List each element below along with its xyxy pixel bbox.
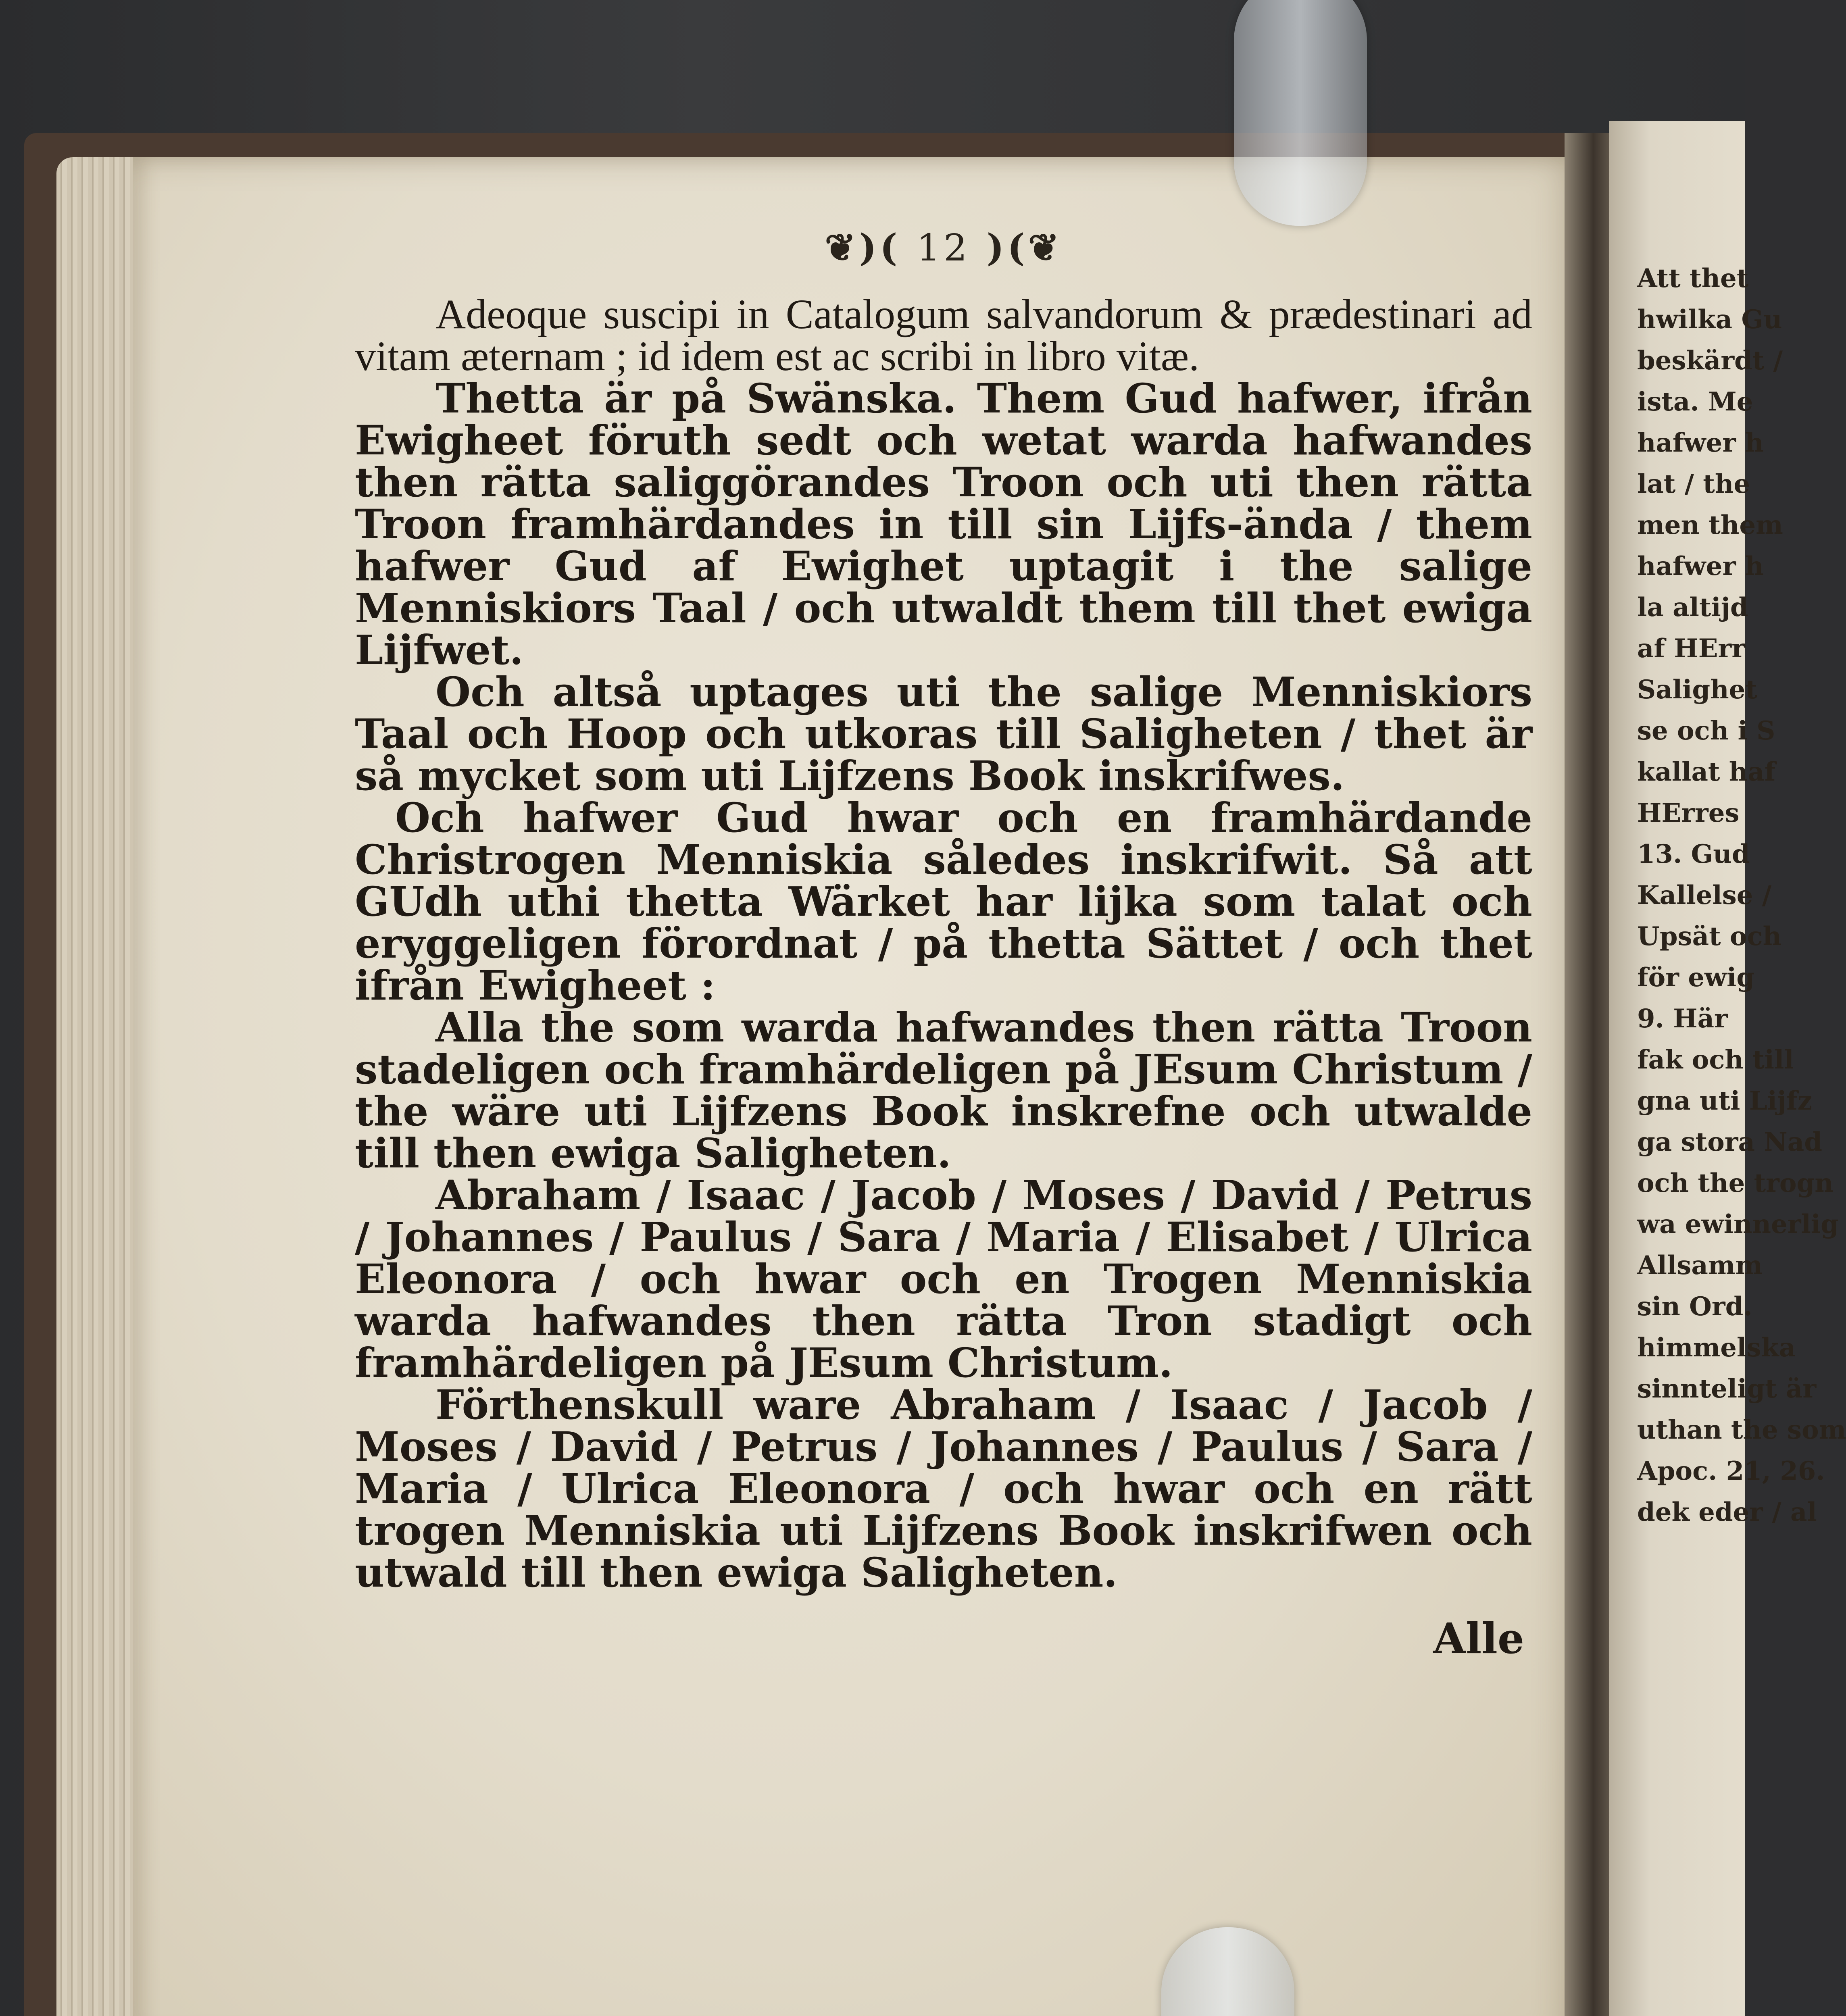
page-text xyxy=(355,226,1532,1663)
right-page-line: wa ewinnerlig xyxy=(1637,1209,1839,1239)
paragraph: Thetta är på Swänska. Them Gud hafwer, ifrån Ewigheet föruth sedt och wetat warda hafwandes then rätta saliggörandes Troon och uti then rätta Troon framhärdandes in till sin Lijfs-ända / them hafwer Gud af Ewighet uptagit i the salige Menniskiors Taal / och utwaldt them till thet ewiga Lijfwet. xyxy=(355,375,1532,674)
paragraph: Förthenskull ware Abraham / Isaac / Jacob / Moses / David / Petrus / Johannes / Paulus / Sara / Maria / Ulrica Eleonora / och hwar och en rätt trogen Menniskia uti Lijfzens Book inskrifwen och utwald till then ewiga Saligheten. xyxy=(355,1381,1532,1596)
right-page-line: hafwer h xyxy=(1637,428,1764,458)
right-page-line: sin Ord. xyxy=(1637,1291,1752,1322)
right-page-line: hafwer h xyxy=(1637,551,1764,581)
paragraph-latin: Adeoque suscipi in Catalogum salvandorum & prædestinari ad vitam æternam ; id idem est ac scribi in libro vitæ. xyxy=(355,291,1532,379)
right-page-line: 13. Gud xyxy=(1637,839,1750,869)
paragraph: Alla the som warda hafwandes then rätta Troon stadeligen och framhärdeligen på JEsum Christum / the wäre uti Lijfzens Book inskrefne och utwalde till then ewiga Saligheten. xyxy=(355,1004,1532,1177)
right-page-line: men them xyxy=(1637,510,1783,540)
right-page-line: lat / the xyxy=(1637,469,1750,499)
right-page-line: kallat haf xyxy=(1637,757,1776,787)
right-page-line: af HErr xyxy=(1637,633,1745,664)
running-header xyxy=(355,226,1532,269)
ornament-right-icon: )(❦ xyxy=(986,226,1063,269)
right-page-line: ista. Me xyxy=(1637,387,1753,417)
right-page-line: beskärdt / xyxy=(1637,346,1783,376)
paragraph: Och altså uptages uti the salige Menniskiors Taal och Hoop och utkoras till Saligheten / thet är så mycket som uti Lijfzens Book inskrifwes. xyxy=(355,668,1532,800)
right-page-line: Apoc. 21, 26. xyxy=(1637,1456,1825,1486)
right-page-line: uthan the som xyxy=(1637,1415,1846,1445)
right-page-text xyxy=(1637,258,1846,1533)
right-page-line: ga stora Nad xyxy=(1637,1127,1822,1157)
right-page-line: och the trogn xyxy=(1637,1168,1833,1198)
ornament-left-icon: ❦)( xyxy=(825,226,901,269)
right-page-line: HErres xyxy=(1637,798,1740,828)
right-page-line: se och i S xyxy=(1637,716,1775,746)
page-number: 12 xyxy=(917,226,971,269)
right-page-line: för ewig xyxy=(1637,962,1755,993)
right-page-line: Att thet xyxy=(1637,263,1749,294)
right-page-line: 9. Här xyxy=(1637,1004,1728,1034)
right-page-line: la altijd xyxy=(1637,592,1748,623)
right-page-line: gna uti Lijfz xyxy=(1637,1086,1813,1116)
right-page-line: sinnteligt är xyxy=(1637,1374,1817,1404)
right-page-line: himmelska xyxy=(1637,1333,1796,1363)
paragraph: Och hafwer Gud hwar och en framhärdande Christrogen Menniskia således inskrifwit. Så att GUdh uthi thetta Wärket har lijka som talat och eryggeligen förordnat / på thetta Sättet / och thet ifrån Ewigheet : xyxy=(355,794,1532,1009)
right-page-line: Kallelse / xyxy=(1637,880,1772,910)
right-page-line: hwilka Gu xyxy=(1637,304,1782,335)
right-page-line: fak och till xyxy=(1637,1045,1794,1075)
right-page-line: Salighet xyxy=(1637,675,1757,705)
catchword: Alle xyxy=(1433,1614,1524,1663)
page-clip-top xyxy=(1234,0,1367,226)
paragraph: Abraham / Isaac / Jacob / Moses / David / Petrus / Johannes / Paulus / Sara / Maria / Elisabet / Ulrica Eleonora / och hwar och en Trogen Menniskia warda hafwandes then rätta Tron stadigt och framhärdeligen på JEsum Christum. xyxy=(355,1171,1532,1387)
right-page-line: dek eder / al xyxy=(1637,1497,1817,1527)
right-page-line: Upsät och xyxy=(1637,921,1782,952)
right-page-line: Allsamm xyxy=(1637,1250,1763,1281)
